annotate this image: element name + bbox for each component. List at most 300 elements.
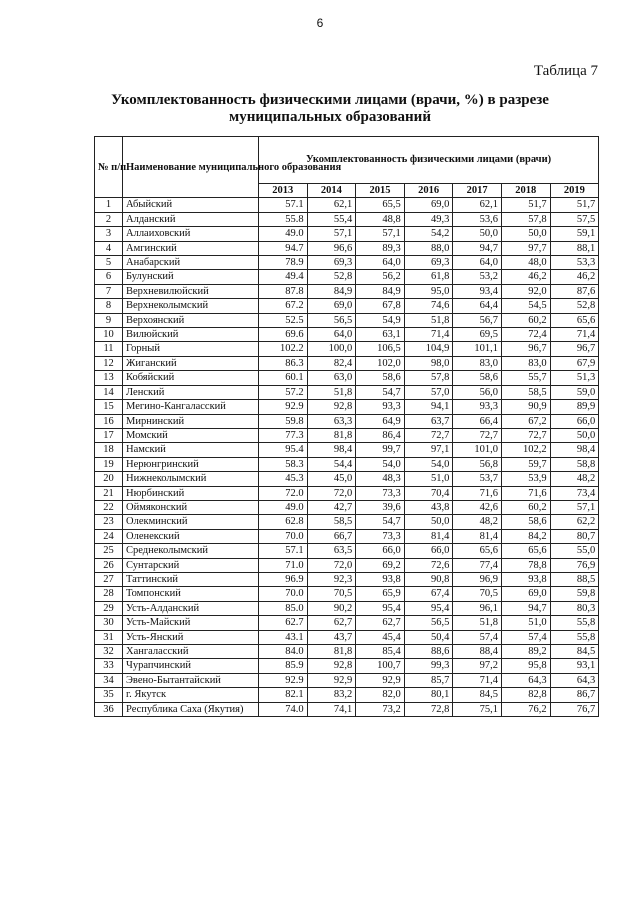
value-cell: 71,4 — [404, 328, 453, 342]
value-cell: 73,3 — [356, 486, 405, 500]
value-cell: 42,6 — [453, 500, 502, 514]
value-cell: 73,2 — [356, 702, 405, 716]
value-cell: 66,0 — [404, 544, 453, 558]
header-year: 2017 — [453, 184, 502, 198]
value-cell: 45,4 — [356, 630, 405, 644]
value-cell: 106,5 — [356, 342, 405, 356]
value-cell: 64,0 — [307, 328, 356, 342]
table-row — [95, 443, 599, 457]
table-row — [95, 645, 599, 659]
row-number: 28 — [95, 587, 123, 601]
value-cell: 49,3 — [404, 212, 453, 226]
value-cell: 82,8 — [501, 688, 550, 702]
row-number: 8 — [95, 299, 123, 313]
value-cell: 98,4 — [307, 443, 356, 457]
header-year: 2013 — [259, 184, 308, 198]
value-cell: 57.2 — [259, 385, 308, 399]
table-row — [95, 400, 599, 414]
value-cell: 59,0 — [550, 385, 599, 399]
value-cell: 69,3 — [307, 256, 356, 270]
row-number: 29 — [95, 601, 123, 615]
value-cell: 89,9 — [550, 400, 599, 414]
row-number: 35 — [95, 688, 123, 702]
row-number: 9 — [95, 313, 123, 327]
page-title: Укомплектованность физическими лицами (врачи, %) в разрезе муниципальных образований — [111, 92, 549, 125]
value-cell: 100,7 — [356, 659, 405, 673]
municipality-name: Мегино-Кангаласский — [123, 400, 259, 414]
table-label: Таблица 7 — [533, 63, 598, 79]
value-cell: 63,5 — [307, 544, 356, 558]
value-cell: 80,1 — [404, 688, 453, 702]
table-row — [95, 572, 599, 586]
table-row — [95, 299, 599, 313]
municipality-name: Верхнеколымский — [123, 299, 259, 313]
value-cell: 98,4 — [550, 443, 599, 457]
value-cell: 80,3 — [550, 601, 599, 615]
table-row — [95, 371, 599, 385]
row-number: 6 — [95, 270, 123, 284]
value-cell: 56,2 — [356, 270, 405, 284]
value-cell: 43.1 — [259, 630, 308, 644]
value-cell: 92.9 — [259, 673, 308, 687]
value-cell: 64,0 — [356, 256, 405, 270]
value-cell: 92,9 — [356, 673, 405, 687]
value-cell: 66,0 — [356, 544, 405, 558]
value-cell: 78.9 — [259, 256, 308, 270]
value-cell: 58,6 — [356, 371, 405, 385]
municipality-name: Горный — [123, 342, 259, 356]
value-cell: 96,1 — [453, 601, 502, 615]
value-cell: 94,7 — [501, 601, 550, 615]
value-cell: 52,8 — [550, 299, 599, 313]
value-cell: 84,5 — [550, 645, 599, 659]
municipality-name: Томпонский — [123, 587, 259, 601]
value-cell: 70,5 — [453, 587, 502, 601]
value-cell: 43,8 — [404, 500, 453, 514]
value-cell: 102,0 — [356, 356, 405, 370]
value-cell: 59.8 — [259, 414, 308, 428]
value-cell: 56,8 — [453, 457, 502, 471]
value-cell: 51,8 — [307, 385, 356, 399]
value-cell: 81,8 — [307, 428, 356, 442]
table-row — [95, 486, 599, 500]
value-cell: 96.9 — [259, 572, 308, 586]
value-cell: 88,4 — [453, 645, 502, 659]
value-cell: 48,2 — [453, 515, 502, 529]
row-number: 4 — [95, 241, 123, 255]
value-cell: 51,8 — [404, 313, 453, 327]
value-cell: 49.0 — [259, 500, 308, 514]
value-cell: 87.8 — [259, 284, 308, 298]
value-cell: 65,6 — [501, 544, 550, 558]
value-cell: 65,6 — [453, 544, 502, 558]
table-row — [95, 688, 599, 702]
value-cell: 56,0 — [453, 385, 502, 399]
table-row — [95, 630, 599, 644]
value-cell: 70,4 — [404, 486, 453, 500]
municipality-name: г. Якутск — [123, 688, 259, 702]
value-cell: 94,7 — [453, 241, 502, 255]
value-cell: 59,1 — [550, 227, 599, 241]
municipality-name: Сунтарский — [123, 558, 259, 572]
value-cell: 85.0 — [259, 601, 308, 615]
value-cell: 104,9 — [404, 342, 453, 356]
municipality-name: Чурапчинский — [123, 659, 259, 673]
value-cell: 93,8 — [501, 572, 550, 586]
table-row — [95, 659, 599, 673]
value-cell: 95,8 — [501, 659, 550, 673]
value-cell: 59,7 — [501, 457, 550, 471]
row-number: 17 — [95, 428, 123, 442]
table-row — [95, 544, 599, 558]
table-row — [95, 500, 599, 514]
value-cell: 55,4 — [307, 212, 356, 226]
table-row — [95, 414, 599, 428]
value-cell: 95,4 — [356, 601, 405, 615]
row-number: 14 — [95, 385, 123, 399]
value-cell: 69,0 — [501, 587, 550, 601]
table-row — [95, 472, 599, 486]
table-row — [95, 457, 599, 471]
value-cell: 71,4 — [453, 673, 502, 687]
row-number: 33 — [95, 659, 123, 673]
value-cell: 98,0 — [404, 356, 453, 370]
municipality-name: Алданский — [123, 212, 259, 226]
value-cell: 64,4 — [453, 299, 502, 313]
value-cell: 81,4 — [453, 529, 502, 543]
value-cell: 70.0 — [259, 587, 308, 601]
value-cell: 80,7 — [550, 529, 599, 543]
value-cell: 70.0 — [259, 529, 308, 543]
value-cell: 93,3 — [453, 400, 502, 414]
value-cell: 92,9 — [307, 673, 356, 687]
row-number: 24 — [95, 529, 123, 543]
value-cell: 97,7 — [501, 241, 550, 255]
municipality-name: Усть-Майский — [123, 616, 259, 630]
value-cell: 69,2 — [356, 558, 405, 572]
table-row — [95, 601, 599, 615]
row-number: 15 — [95, 400, 123, 414]
table-row — [95, 313, 599, 327]
value-cell: 49.4 — [259, 270, 308, 284]
municipality-name: Кобяйский — [123, 371, 259, 385]
value-cell: 101,0 — [453, 443, 502, 457]
table-row — [95, 241, 599, 255]
value-cell: 59,8 — [550, 587, 599, 601]
value-cell: 88,5 — [550, 572, 599, 586]
municipality-name: Нижнеколымский — [123, 472, 259, 486]
value-cell: 66,4 — [453, 414, 502, 428]
value-cell: 84,2 — [501, 529, 550, 543]
row-number: 16 — [95, 414, 123, 428]
value-cell: 51,0 — [404, 472, 453, 486]
municipality-name: Намский — [123, 443, 259, 457]
value-cell: 72.0 — [259, 486, 308, 500]
value-cell: 58,6 — [501, 515, 550, 529]
row-number: 2 — [95, 212, 123, 226]
value-cell: 96,7 — [501, 342, 550, 356]
value-cell: 42,7 — [307, 500, 356, 514]
value-cell: 46,2 — [501, 270, 550, 284]
value-cell: 63,1 — [356, 328, 405, 342]
value-cell: 62,7 — [307, 616, 356, 630]
value-cell: 89,2 — [501, 645, 550, 659]
value-cell: 102.2 — [259, 342, 308, 356]
value-cell: 86.3 — [259, 356, 308, 370]
table-row — [95, 529, 599, 543]
value-cell: 88,6 — [404, 645, 453, 659]
value-cell: 57,1 — [550, 500, 599, 514]
value-cell: 74,1 — [307, 702, 356, 716]
value-cell: 50,0 — [501, 227, 550, 241]
municipality-name: Нерюнгринский — [123, 457, 259, 471]
value-cell: 84.0 — [259, 645, 308, 659]
value-cell: 55,8 — [550, 630, 599, 644]
table-row — [95, 270, 599, 284]
row-number: 25 — [95, 544, 123, 558]
value-cell: 62,2 — [550, 515, 599, 529]
value-cell: 87,6 — [550, 284, 599, 298]
value-cell: 50,0 — [404, 515, 453, 529]
value-cell: 83,0 — [453, 356, 502, 370]
municipality-name: Мирнинский — [123, 414, 259, 428]
row-number: 11 — [95, 342, 123, 356]
value-cell: 94.7 — [259, 241, 308, 255]
value-cell: 97,1 — [404, 443, 453, 457]
value-cell: 62,7 — [356, 616, 405, 630]
header-number: № п/п — [95, 137, 123, 198]
value-cell: 69,3 — [404, 256, 453, 270]
row-number: 26 — [95, 558, 123, 572]
value-cell: 96,7 — [550, 342, 599, 356]
value-cell: 96,9 — [453, 572, 502, 586]
row-number: 7 — [95, 284, 123, 298]
value-cell: 72,8 — [404, 702, 453, 716]
value-cell: 67,4 — [404, 587, 453, 601]
value-cell: 76,2 — [501, 702, 550, 716]
value-cell: 54,0 — [356, 457, 405, 471]
row-number: 27 — [95, 572, 123, 586]
value-cell: 49.0 — [259, 227, 308, 241]
municipality-name: Вилюйский — [123, 328, 259, 342]
municipality-name: Абыйский — [123, 198, 259, 212]
value-cell: 95,0 — [404, 284, 453, 298]
value-cell: 72,0 — [307, 558, 356, 572]
value-cell: 93,4 — [453, 284, 502, 298]
value-cell: 54,2 — [404, 227, 453, 241]
value-cell: 54,9 — [356, 313, 405, 327]
value-cell: 96,6 — [307, 241, 356, 255]
value-cell: 76,9 — [550, 558, 599, 572]
value-cell: 74,6 — [404, 299, 453, 313]
value-cell: 92,8 — [307, 659, 356, 673]
row-number: 23 — [95, 515, 123, 529]
header-group: Укомплектованность физическими лицами (врачи) — [259, 137, 599, 184]
value-cell: 84,9 — [356, 284, 405, 298]
value-cell: 57,8 — [404, 371, 453, 385]
value-cell: 48,3 — [356, 472, 405, 486]
row-number: 3 — [95, 227, 123, 241]
value-cell: 51,0 — [501, 616, 550, 630]
value-cell: 45.3 — [259, 472, 308, 486]
value-cell: 55,8 — [550, 616, 599, 630]
table-body — [95, 198, 599, 717]
value-cell: 97,2 — [453, 659, 502, 673]
municipality-name: Среднеколымский — [123, 544, 259, 558]
table-row — [95, 587, 599, 601]
value-cell: 57,4 — [501, 630, 550, 644]
municipality-name: Усть-Янский — [123, 630, 259, 644]
header-year: 2019 — [550, 184, 599, 198]
header-year: 2018 — [501, 184, 550, 198]
value-cell: 84,9 — [307, 284, 356, 298]
value-cell: 64,0 — [453, 256, 502, 270]
value-cell: 48,2 — [550, 472, 599, 486]
table-row — [95, 515, 599, 529]
table-row — [95, 212, 599, 226]
row-number: 5 — [95, 256, 123, 270]
row-number: 32 — [95, 645, 123, 659]
value-cell: 57,0 — [404, 385, 453, 399]
header-year: 2014 — [307, 184, 356, 198]
municipality-name: Нюрбинский — [123, 486, 259, 500]
value-cell: 82,4 — [307, 356, 356, 370]
value-cell: 58.3 — [259, 457, 308, 471]
row-number: 13 — [95, 371, 123, 385]
table-row — [95, 256, 599, 270]
value-cell: 82,0 — [356, 688, 405, 702]
value-cell: 56,7 — [453, 313, 502, 327]
table-row — [95, 284, 599, 298]
row-number: 22 — [95, 500, 123, 514]
value-cell: 60,2 — [501, 500, 550, 514]
row-number: 1 — [95, 198, 123, 212]
value-cell: 95.4 — [259, 443, 308, 457]
value-cell: 69,5 — [453, 328, 502, 342]
value-cell: 65,9 — [356, 587, 405, 601]
value-cell: 90,9 — [501, 400, 550, 414]
value-cell: 73,4 — [550, 486, 599, 500]
value-cell: 99,7 — [356, 443, 405, 457]
value-cell: 67,2 — [501, 414, 550, 428]
row-number: 10 — [95, 328, 123, 342]
value-cell: 61,8 — [404, 270, 453, 284]
value-cell: 54,0 — [404, 457, 453, 471]
row-number: 19 — [95, 457, 123, 471]
municipality-name: Хангаласский — [123, 645, 259, 659]
value-cell: 85,4 — [356, 645, 405, 659]
value-cell: 95,4 — [404, 601, 453, 615]
municipality-name: Олекминский — [123, 515, 259, 529]
value-cell: 67,8 — [356, 299, 405, 313]
value-cell: 72,6 — [404, 558, 453, 572]
page-number: 6 — [316, 16, 324, 30]
value-cell: 88,1 — [550, 241, 599, 255]
value-cell: 57,5 — [550, 212, 599, 226]
value-cell: 57.1 — [259, 544, 308, 558]
municipality-name: Таттинский — [123, 572, 259, 586]
row-number: 36 — [95, 702, 123, 716]
value-cell: 93,3 — [356, 400, 405, 414]
municipality-name: Жиганский — [123, 356, 259, 370]
row-number: 12 — [95, 356, 123, 370]
value-cell: 73,3 — [356, 529, 405, 543]
value-cell: 84,5 — [453, 688, 502, 702]
row-number: 34 — [95, 673, 123, 687]
value-cell: 57,8 — [501, 212, 550, 226]
value-cell: 71.0 — [259, 558, 308, 572]
value-cell: 54,4 — [307, 457, 356, 471]
row-number: 31 — [95, 630, 123, 644]
staffing-table — [94, 136, 599, 717]
value-cell: 100,0 — [307, 342, 356, 356]
value-cell: 63,0 — [307, 371, 356, 385]
value-cell: 50,4 — [404, 630, 453, 644]
value-cell: 55.8 — [259, 212, 308, 226]
value-cell: 51,7 — [501, 198, 550, 212]
value-cell: 85.9 — [259, 659, 308, 673]
value-cell: 67.2 — [259, 299, 308, 313]
value-cell: 56,5 — [404, 616, 453, 630]
value-cell: 72,4 — [501, 328, 550, 342]
value-cell: 72,7 — [404, 428, 453, 442]
header-year: 2015 — [356, 184, 405, 198]
table-row — [95, 558, 599, 572]
municipality-name: Оленекский — [123, 529, 259, 543]
value-cell: 48,0 — [501, 256, 550, 270]
value-cell: 39,6 — [356, 500, 405, 514]
value-cell: 52.5 — [259, 313, 308, 327]
value-cell: 65,6 — [550, 313, 599, 327]
value-cell: 71,4 — [550, 328, 599, 342]
value-cell: 69,0 — [404, 198, 453, 212]
value-cell: 63,7 — [404, 414, 453, 428]
municipality-name: Республика Саха (Якутия) — [123, 702, 259, 716]
value-cell: 60.1 — [259, 371, 308, 385]
value-cell: 58,8 — [550, 457, 599, 471]
value-cell: 57.1 — [259, 198, 308, 212]
municipality-name: Аллаиховский — [123, 227, 259, 241]
value-cell: 52,8 — [307, 270, 356, 284]
value-cell: 54,7 — [356, 515, 405, 529]
value-cell: 67,9 — [550, 356, 599, 370]
value-cell: 72,7 — [453, 428, 502, 442]
row-number: 18 — [95, 443, 123, 457]
value-cell: 75,1 — [453, 702, 502, 716]
value-cell: 77,4 — [453, 558, 502, 572]
value-cell: 93,8 — [356, 572, 405, 586]
value-cell: 64,3 — [550, 673, 599, 687]
value-cell: 92,8 — [307, 400, 356, 414]
value-cell: 72,0 — [307, 486, 356, 500]
value-cell: 89,3 — [356, 241, 405, 255]
row-number: 20 — [95, 472, 123, 486]
header-year: 2016 — [404, 184, 453, 198]
table-row — [95, 702, 599, 716]
value-cell: 55,0 — [550, 544, 599, 558]
value-cell: 57,1 — [356, 227, 405, 241]
table-row — [95, 385, 599, 399]
value-cell: 43,7 — [307, 630, 356, 644]
value-cell: 81,4 — [404, 529, 453, 543]
value-cell: 74.0 — [259, 702, 308, 716]
municipality-name: Верхоянский — [123, 313, 259, 327]
value-cell: 82.1 — [259, 688, 308, 702]
value-cell: 53,6 — [453, 212, 502, 226]
value-cell: 48,8 — [356, 212, 405, 226]
table-row — [95, 227, 599, 241]
value-cell: 58,6 — [453, 371, 502, 385]
